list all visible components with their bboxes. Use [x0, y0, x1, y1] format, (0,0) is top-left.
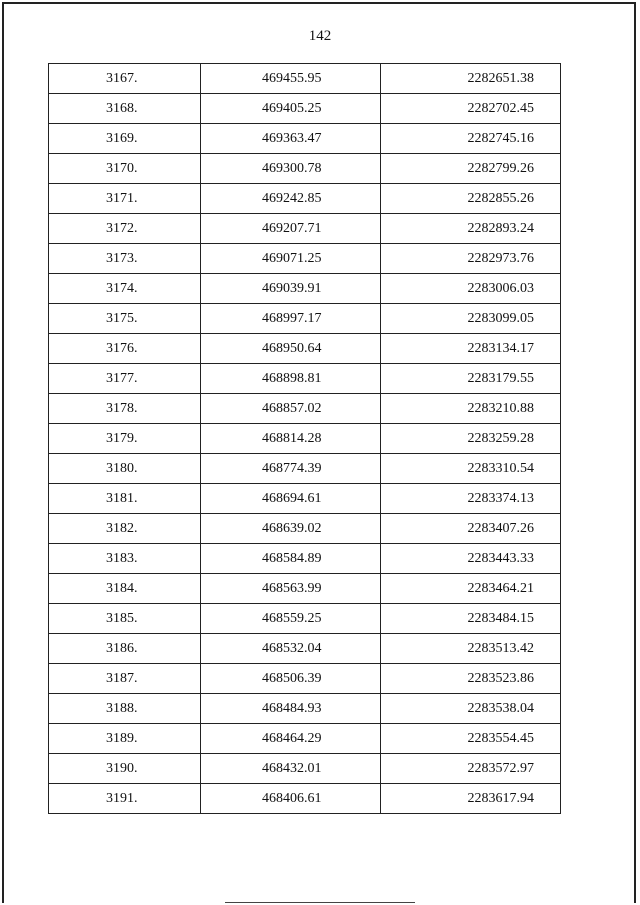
point-number-cell: 3175.: [49, 304, 201, 334]
table-row: [49, 334, 561, 364]
point-number-cell: 3189.: [49, 724, 201, 754]
y-coordinate-cell: 2282855.26: [381, 184, 561, 214]
point-number-cell: 3179.: [49, 424, 201, 454]
point-number-cell: 3191.: [49, 784, 201, 814]
x-coordinate-cell: 468406.61: [201, 784, 381, 814]
x-coordinate-cell: 468774.39: [201, 454, 381, 484]
table-row: [49, 364, 561, 394]
x-coordinate-cell: 469455.95: [201, 64, 381, 94]
y-coordinate-cell: 2283617.94: [381, 784, 561, 814]
y-coordinate-cell: 2283134.17: [381, 334, 561, 364]
coordinates-table-body: [49, 64, 561, 814]
x-coordinate-cell: 468532.04: [201, 634, 381, 664]
point-number-cell: 3182.: [49, 514, 201, 544]
table-row: [49, 724, 561, 754]
x-coordinate-cell: 468559.25: [201, 604, 381, 634]
y-coordinate-cell: 2283006.03: [381, 274, 561, 304]
y-coordinate-cell: 2283099.05: [381, 304, 561, 334]
x-coordinate-cell: 469071.25: [201, 244, 381, 274]
point-number-cell: 3174.: [49, 274, 201, 304]
y-coordinate-cell: 2282893.24: [381, 214, 561, 244]
y-coordinate-cell: 2283259.28: [381, 424, 561, 454]
x-coordinate-cell: 468432.01: [201, 754, 381, 784]
table-row: [49, 184, 561, 214]
point-number-cell: 3187.: [49, 664, 201, 694]
table-row: [49, 664, 561, 694]
table-row: [49, 604, 561, 634]
point-number-cell: 3188.: [49, 694, 201, 724]
table-row: [49, 244, 561, 274]
y-coordinate-cell: 2283210.88: [381, 394, 561, 424]
x-coordinate-cell: 468694.61: [201, 484, 381, 514]
x-coordinate-cell: 469207.71: [201, 214, 381, 244]
table-row: [49, 784, 561, 814]
table-row: [49, 304, 561, 334]
x-coordinate-cell: 468639.02: [201, 514, 381, 544]
point-number-cell: 3180.: [49, 454, 201, 484]
point-number-cell: 3181.: [49, 484, 201, 514]
point-number-cell: 3170.: [49, 154, 201, 184]
y-coordinate-cell: 2283310.54: [381, 454, 561, 484]
y-coordinate-cell: 2282745.16: [381, 124, 561, 154]
table-row: [49, 424, 561, 454]
point-number-cell: 3178.: [49, 394, 201, 424]
table-row: [49, 274, 561, 304]
point-number-cell: 3172.: [49, 214, 201, 244]
x-coordinate-cell: 469363.47: [201, 124, 381, 154]
x-coordinate-cell: 469405.25: [201, 94, 381, 124]
point-number-cell: 3184.: [49, 574, 201, 604]
point-number-cell: 3168.: [49, 94, 201, 124]
x-coordinate-cell: 468563.99: [201, 574, 381, 604]
table-row: [49, 454, 561, 484]
y-coordinate-cell: 2282651.38: [381, 64, 561, 94]
y-coordinate-cell: 2283484.15: [381, 604, 561, 634]
y-coordinate-cell: 2283407.26: [381, 514, 561, 544]
table-row: [49, 484, 561, 514]
table-row: [49, 754, 561, 784]
point-number-cell: 3185.: [49, 604, 201, 634]
y-coordinate-cell: 2283538.04: [381, 694, 561, 724]
table-row: [49, 394, 561, 424]
point-number-cell: 3176.: [49, 334, 201, 364]
y-coordinate-cell: 2283572.97: [381, 754, 561, 784]
point-number-cell: 3177.: [49, 364, 201, 394]
page-number: 142: [308, 28, 332, 44]
y-coordinate-cell: 2282799.26: [381, 154, 561, 184]
table-row: [49, 514, 561, 544]
y-coordinate-cell: 2282973.76: [381, 244, 561, 274]
y-coordinate-cell: 2283513.42: [381, 634, 561, 664]
table-row: [49, 124, 561, 154]
table-row: [49, 544, 561, 574]
x-coordinate-cell: 468584.89: [201, 544, 381, 574]
point-number-cell: 3173.: [49, 244, 201, 274]
x-coordinate-cell: 468997.17: [201, 304, 381, 334]
point-number-cell: 3171.: [49, 184, 201, 214]
x-coordinate-cell: 468484.93: [201, 694, 381, 724]
x-coordinate-cell: 469300.78: [201, 154, 381, 184]
table-row: [49, 214, 561, 244]
table-row: [49, 574, 561, 604]
x-coordinate-cell: 468814.28: [201, 424, 381, 454]
y-coordinate-cell: 2283464.21: [381, 574, 561, 604]
x-coordinate-cell: 468950.64: [201, 334, 381, 364]
y-coordinate-cell: 2283523.86: [381, 664, 561, 694]
bottom-rule: [225, 902, 415, 903]
x-coordinate-cell: 469242.85: [201, 184, 381, 214]
x-coordinate-cell: 468857.02: [201, 394, 381, 424]
x-coordinate-cell: 469039.91: [201, 274, 381, 304]
y-coordinate-cell: 2283179.55: [381, 364, 561, 394]
y-coordinate-cell: 2283374.13: [381, 484, 561, 514]
point-number-cell: 3167.: [49, 64, 201, 94]
y-coordinate-cell: 2283443.33: [381, 544, 561, 574]
table-row: [49, 94, 561, 124]
point-number-cell: 3169.: [49, 124, 201, 154]
point-number-cell: 3186.: [49, 634, 201, 664]
table-row: [49, 64, 561, 94]
table-row: [49, 154, 561, 184]
y-coordinate-cell: 2283554.45: [381, 724, 561, 754]
x-coordinate-cell: 468898.81: [201, 364, 381, 394]
table-row: [49, 634, 561, 664]
y-coordinate-cell: 2282702.45: [381, 94, 561, 124]
coordinates-table: [48, 63, 561, 814]
point-number-cell: 3190.: [49, 754, 201, 784]
x-coordinate-cell: 468464.29: [201, 724, 381, 754]
point-number-cell: 3183.: [49, 544, 201, 574]
x-coordinate-cell: 468506.39: [201, 664, 381, 694]
table-row: [49, 694, 561, 724]
